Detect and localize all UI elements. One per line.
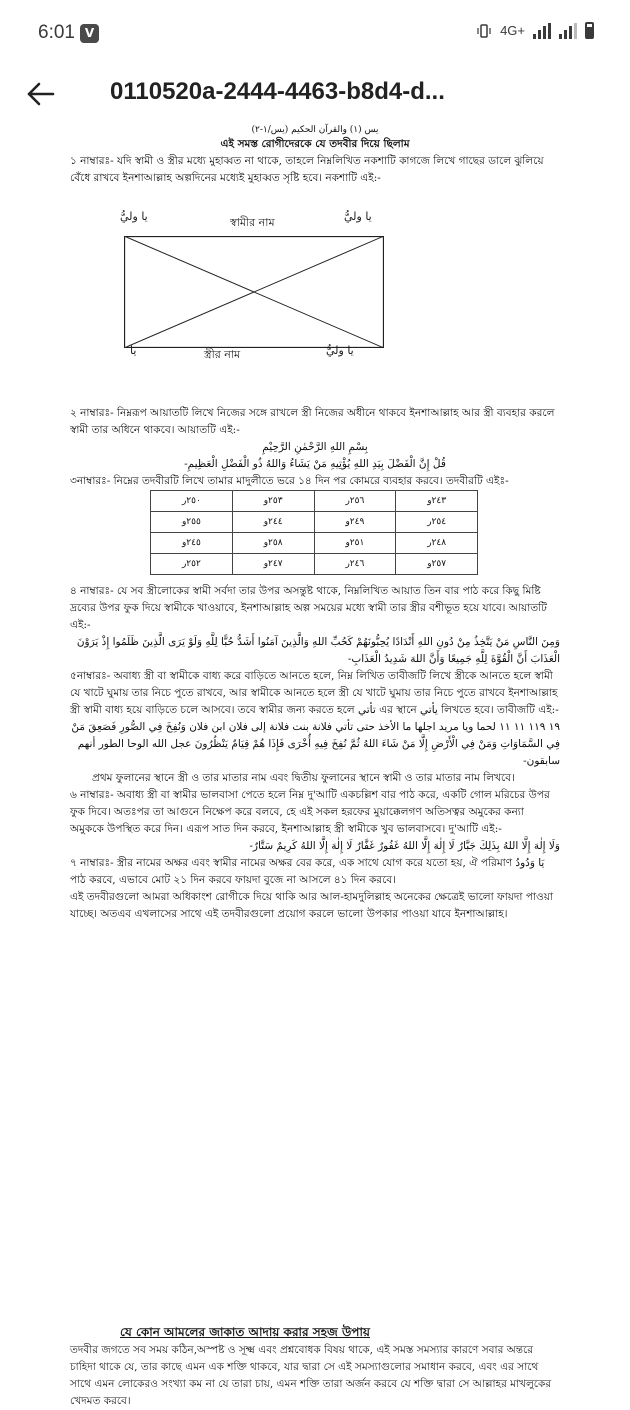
table-cell: ٢٥٨و xyxy=(232,533,314,554)
table-cell: ٢٥٥و xyxy=(151,512,233,533)
diagram-bottom-left: يا xyxy=(130,344,137,357)
paragraph-7: ৭ নাম্বারঃ- স্ত্রীর নামের অক্ষর এবং স্বামীর নামের অক্ষর বের করে, এক সাথে যোগ করে যতো হয়, ঐ পরিমাণ يَا وَدُودُ পাঠ করবে, এভাবে মোট ২১ দিন করবে ফায়দা বুজে না আসলে ৪১ দিন করবে। xyxy=(70,857,545,886)
table-cell: ٢٤٦ر xyxy=(314,554,396,575)
document-title: 0110520a-2444-4463-b8d4-d... xyxy=(110,78,445,105)
vibrate-icon xyxy=(476,24,492,38)
ayah-5: ١٩ ١١٩ ١١ ١١ لحما ويا مريد اجلها ما الأخذ حتى تأتي فلانة بنت فلانة إلى فلان ابن فلان وَنُفِخَ فِي الصُّورِ فَصَعِقَ مَنْ فِي السَّمَاوَاتِ وَمَنْ فِي الْأَرْضِ إِلَّا مَنْ شَاءَ اللهُ ثُمَّ نُفِخَ فِيهِ أُخْرَى فَإِذَا هُمْ قِيَامٌ يَنْظُرُونَ عجل الله الوحا الطور أنهم سابقون- xyxy=(71,721,560,767)
table-cell: ٢٥٢ر xyxy=(151,554,233,575)
table-cell: ٢٤٨ر xyxy=(396,533,478,554)
ayah-4: وَمِنَ النَّاسِ مَنْ يَتَّخِذُ مِنْ دُونِ اللهِ أَنْدَادًا يُحِبُّونَهُمْ كَحُبِّ اللهِ وَالَّذِينَ آمَنُوا أَشَدُّ حُبًّا لِلَّهِ وَلَوْ يَرَى الَّذِينَ ظَلَمُوا إِذْ يَرَوْنَ الْعَذَابَ أَنَّ الْقُوَّةَ لِلَّهِ جَمِيعًا وَأَنَّ اللهَ شَدِيدُ الْعَذَابِ- xyxy=(76,636,560,665)
diagram-bottom-right: يا وليُّ xyxy=(326,344,354,357)
table-row xyxy=(151,533,478,554)
table-cell: ٢٥٤ر xyxy=(396,512,478,533)
diagram-top-left: يا وليُّ xyxy=(120,210,148,223)
paragraph-6: ৬ নাম্বারঃ- অবাধ্য স্ত্রী বা স্বামীর ভালবাসা পেতে হলে নিম্ন দু'আটি একচল্লিশ বার পাঠ করে, একটি গোল মরিচের উপর ফুক দিবে। অতঃপর তা আগুনে নিক্ষেপ করে বলবে, হে এই সকল হরফের মুয়াক্কেলগণ অতিসত্বর অমুকের কন্যা অমুককে উপস্থিত করে দিন। এরূপ সাত দিন করবে, ইনশাআল্লাহ স্ত্রী স্বামীকে খুব ভালবাসবে। দু'আটি এই:- xyxy=(70,789,550,835)
back-button[interactable] xyxy=(24,76,60,112)
table-cell: ٢٤٧و xyxy=(232,554,314,575)
battery-icon xyxy=(585,22,594,39)
diagram-top-center: স্বামীর নাম xyxy=(230,216,275,229)
tabiz-table xyxy=(150,490,478,575)
paragraph-2: ২ নাম্বারঃ- নিম্নরূপ আয়াতটি লিখে নিজের সঙ্গে রাখলে স্ত্রী নিজের অধীনে থাকবে ইনশাআল্লাহ আর স্ত্রী ব্যবহার করলে স্বামী তার অধিনে থাকবে। আয়াতটি এই:- xyxy=(70,407,555,436)
table-cell: ٢٤٤و xyxy=(232,512,314,533)
diagram-top-right: يا وليُّ xyxy=(344,210,372,223)
app-bar xyxy=(0,66,630,122)
paragraph-8: এই তদবীরগুলো আমরা অধিকাংশ রোগীকে দিয়ে থাকি আর আল-হামদুলিল্লাহ অনেকের ক্ষেত্রেই ভালো ফায়দা পাওয়া যাচ্ছে। অতএব এখলাসের সাথে এই তদবীরগুলো প্রয়োগ করলে ভালো উপকার পাওয়া যাবে ইনশাআল্লাহ। xyxy=(70,891,553,920)
paragraph-5: ৫নাম্বারঃ- অবাধ্য স্ত্রী বা স্বামীকে বাধ্য করে বাড়িতে আনতে হলে, নিম্ন লিখিত তাবীজটি লিখে স্ত্রীকে আনতে হলে স্বামী যে খাটে ঘুমায় তার নিচে পুতে রাখবে, আর স্বামীকে আনতে হলে স্ত্রী যে খাটে ঘুমায় তার নিচে পুতে রাখবে ইনশাআল্লাহ স্ত্রী স্বামী বাধ্য হয়ে বাড়িতে চলে আসবে। তবে স্বামীর জন্য করতে হলে تأتي এর স্থানে يأتي লিখতে হবে। তাবীজটি এই:- xyxy=(70,670,559,716)
signal-icon xyxy=(533,23,551,39)
table-cell: ٢٥٣و xyxy=(232,491,314,512)
table-row xyxy=(151,554,478,575)
table-cell: ٢٤٣و xyxy=(396,491,478,512)
section-2-paragraph: তদবীর জগতে সব সময় কঠিন,অস্পষ্ট ও সূক্ষ্ম এবং প্রশ্নবোধক বিষয় থাকে, এই সমস্ত সমস্যার কারণে সবার অন্তরে চাহিদা থাকে যে, তার কাছে এমন এক শক্তি থাকবে, যার দ্বারা সে এই সমস্যাগুলোর সমাধান করবে, এবং এর সাথে সাথে এমন লোকেরও সংখ্যা কম না যে তারা চায়, এমন শক্তি তারা অর্জন করবে যে শক্তি দ্বারা সে আল্লাহর মাখলুকের খেদমত করবে। xyxy=(70,1344,552,1407)
paragraph-4: ৪ নাম্বারঃ- যে সব স্ত্রীলোকের স্বামী সর্বদা তার উপর অসন্তুষ্ট থাকে, নিম্নলিখিত আয়াত তিন বার পাঠ করে কিছু মিষ্টি দ্রব্যের উপর ফুক দিয়ে স্বামীকে খাওয়াবে, ইনশাআল্লাহ অল্প সময়ের মধ্যে স্বামী তার স্ত্রীর বশীভূত হয়ে যাবে। আয়াতটি এই:- xyxy=(70,585,547,631)
status-icons xyxy=(476,22,594,39)
section-heading: এই সমস্ত রোগীদেরকে যে তদবীর দিয়ে ছিলাম xyxy=(220,138,410,150)
paragraph-5-note: প্রথম ফুলানের স্থানে স্ত্রী ও তার মাতার নাম এবং দ্বিতীয় ফুলানের স্থানে স্বামী ও তার মাতার নাম লিখবে। xyxy=(92,772,515,784)
table-cell: ٢٥٧و xyxy=(396,554,478,575)
diagram-cross-box xyxy=(124,236,384,348)
notification-v-icon: V xyxy=(80,24,99,43)
top-reference: يس (١) والقرآن الحكيم (يس/١-٢) xyxy=(251,125,379,135)
status-time: 6:01 xyxy=(38,22,75,43)
ayah-2: قُلْ إِنَّ الْفَضْلَ بِيَدِ اللهِ يُؤْتِيهِ مَنْ يَشَاءُ وَاللهُ ذُو الْفَضْلِ الْعَظِيمِ- xyxy=(184,458,446,470)
table-cell: ٢٤٥و xyxy=(151,533,233,554)
table-cell: ٢٥١و xyxy=(314,533,396,554)
section-2-title: যে কোন আমলের জাকাত আদায় করার সহজ উপায় xyxy=(120,1325,370,1339)
arrow-left-icon xyxy=(24,76,60,112)
table-row xyxy=(151,491,478,512)
table-cell: ٢٥٠ر xyxy=(151,491,233,512)
network-type-label: 4G+ xyxy=(500,23,525,38)
table-cell: ٢٥٦ر xyxy=(314,491,396,512)
bismillah: بِسْمِ اللهِ الرَّحْمٰنِ الرَّحِيْمِ xyxy=(262,441,368,453)
dua-6: وَلَا إِلٰهَ إِلَّا اللهُ بِذَلِكَ جَبَّارٌ لَا إِلٰهَ إِلَّا اللهُ غَفُورٌ غَفَّارٌ لَا إِلٰهَ إِلَّا اللهُ كَرِيمٌ سَتَّارٌ- xyxy=(249,840,560,852)
table-cell: ٢٤٩و xyxy=(314,512,396,533)
status-bar xyxy=(0,0,630,66)
table-row xyxy=(151,512,478,533)
naksha-diagram xyxy=(72,210,388,372)
diagram-bottom-center: স্ত্রীর নাম xyxy=(204,348,241,361)
paragraph-3: ৩নাম্বারঃ- নিম্নের তদবীরটি লিখে তামার মাদুলীতে ভরে ১৪ দিন পর কোমরে ব্যবহার করবে। তদবীরটি এইঃ- xyxy=(70,475,509,487)
signal-icon-2 xyxy=(559,23,577,39)
paragraph-1: ১ নাম্বারঃ- যদি স্বামী ও স্ত্রীর মধ্যে মুহাব্বত না থাকে, তাহলে নিম্নলিখিত নকশাটি কাগজে লিখে গাছের ডালে ঝুলিয়ে বেঁধে রাখবে ইনশাআল্লাহ অল্পদিনের মধ্যেই মুহাব্বত সৃষ্টি হবে। নকশাটি এই:- xyxy=(70,155,544,184)
